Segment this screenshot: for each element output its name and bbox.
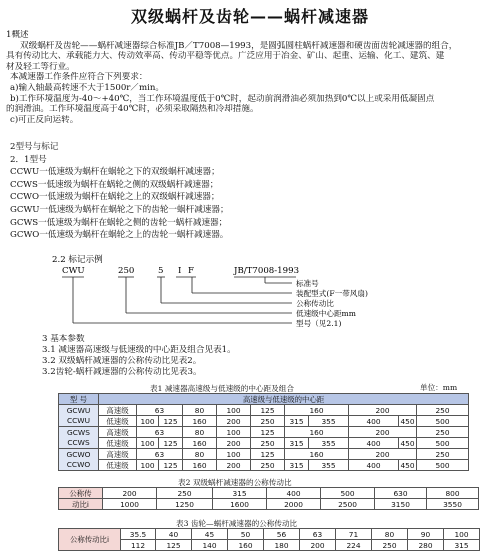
table1-cell: 80 <box>183 427 217 438</box>
table1-cell: 100 <box>217 405 251 416</box>
table1-cell: 200 <box>349 405 417 416</box>
table2-caption: 表2 双级蜗杆减速器的公称传动比 <box>178 478 292 487</box>
model-code: CCWS <box>67 437 90 447</box>
code-i: I <box>178 266 182 276</box>
table2-cell: 315 <box>213 488 267 499</box>
table1-cell: 400 <box>349 416 399 427</box>
table1-cell: 200 <box>349 449 417 460</box>
model-item: GCWO一低速级为蜗杆在蜗轮之上的齿轮一蜗杆减速器。 <box>10 230 229 241</box>
table3-cell: 250 <box>372 540 408 551</box>
document-title: 双级蜗杆及齿轮——蜗杆减速器 <box>130 7 369 26</box>
table1-cell: 200 <box>217 460 251 471</box>
table3-cell: 56 <box>264 529 300 540</box>
table1 <box>58 393 469 471</box>
table1-cell: 125 <box>159 416 183 427</box>
table2-cell: 500 <box>321 488 375 499</box>
overview-section <box>6 30 496 125</box>
table1-cell: 500 <box>417 438 469 449</box>
overview-line: 双级蜗杆及齿轮——蜗杆减速器综合标准JB／T7008—1993，是圆弧圆柱蜗杆减速器和硬齿面齿轮减速器的组合， <box>20 40 458 51</box>
model-section <box>6 141 496 242</box>
table1-cell: 250 <box>417 427 469 438</box>
table1-cell: 160 <box>285 405 349 416</box>
table2-cell: 3550 <box>427 499 479 510</box>
table3-cell: 50 <box>228 529 264 540</box>
conditions-intro: 本减速器工作条件应符合下列要求： <box>10 72 148 83</box>
model-subheading: 2．1型号 <box>10 154 47 165</box>
table3-cell: 40 <box>156 529 192 540</box>
table1-cell: 125 <box>251 427 285 438</box>
table1-cell: 450 <box>400 438 415 448</box>
table2-label: 公称传 <box>59 488 103 499</box>
table1-cell: 100 <box>217 427 251 438</box>
row-label-lo: 低速级 <box>99 460 137 471</box>
marking-heading: 2.2 标记示例 <box>52 255 103 265</box>
table3-cell: 90 <box>408 529 444 540</box>
table2-cell: 1250 <box>157 499 213 510</box>
table3-cell: 35.5 <box>121 529 156 540</box>
model-code: GCWU <box>66 405 91 415</box>
table1-cell: 160 <box>285 427 349 438</box>
table1-cell: 500 <box>417 416 469 427</box>
table1-cell: 160 <box>183 460 217 471</box>
table3-cell: 45 <box>192 529 228 540</box>
table2-cell: 630 <box>375 488 427 499</box>
table1-model-header: 型 号 <box>59 394 99 405</box>
marking-label: 型号（见2.1) <box>296 319 342 328</box>
model-code: GCWO <box>66 449 91 459</box>
table3-cell: 180 <box>264 540 300 551</box>
leader-lines <box>62 277 296 323</box>
condition-line: 的润滑油。工作环境温度高于40℃时，必须采取隔热和冷却措施。 <box>6 104 259 115</box>
table2-cell: 400 <box>267 488 321 499</box>
table3-cell: 80 <box>372 529 408 540</box>
row-label-lo: 低速级 <box>99 416 137 427</box>
model-item: CCWS一低速级为蜗杆在蜗轮之侧的双级蜗杆减速器； <box>10 179 219 190</box>
table1-cell: 160 <box>183 416 217 427</box>
params-line: 3.1 减速器高速级与低速级的中心距及组合见表1。 <box>42 345 236 355</box>
table2-cell: 2000 <box>267 499 321 510</box>
table1-cell: 200 <box>217 438 251 449</box>
row-label-hi: 高速级 <box>99 449 137 460</box>
model-item: GCWS一低速级为蜗杆在蜗轮之侧的齿轮一蜗杆减速器； <box>10 217 228 228</box>
table1-cell: 450 <box>400 460 415 470</box>
table1-cell: 315 <box>285 438 309 449</box>
table1-model-pair <box>59 449 99 471</box>
table1-cell: 63 <box>137 427 183 438</box>
table1-span-header: 高速级与低速级的中心距 <box>99 394 469 405</box>
table1-cell: 500 <box>417 460 469 471</box>
table2-cell: 3150 <box>375 499 427 510</box>
table1-cell: 315 <box>285 460 309 471</box>
table3-cell: 125 <box>156 540 192 551</box>
table1-model-pair <box>59 427 99 449</box>
table1-cell: 250 <box>251 438 285 449</box>
table3-cell: 200 <box>300 540 336 551</box>
table1-cell: 80 <box>183 449 217 460</box>
model-code: CCWU <box>66 415 91 425</box>
condition-line: a)输入轴最高转速不大于1500r／min。 <box>10 82 165 93</box>
table1-cell: 355 <box>309 438 349 449</box>
model-item: CCWU一低速级为蜗杆在蜗轮之下的双级蜗杆减速器； <box>10 167 220 178</box>
table2-cell: 250 <box>157 488 213 499</box>
params-heading: 3 基本参数 <box>42 334 85 344</box>
model-item: GCWU一低速级为蜗杆在蜗轮之下的齿轮一蜗杆减速器； <box>10 204 229 215</box>
table1-cell: 125 <box>159 460 183 471</box>
params-line: 3.2 双级蜗杆减速器的公称传动比见表2。 <box>42 356 202 366</box>
table3-cell: 63 <box>300 529 336 540</box>
table3-cell: 100 <box>444 529 480 540</box>
condition-line: c)可正反向运转。 <box>10 114 79 125</box>
table1-cell: 355 <box>309 460 349 471</box>
params-line: 3.2齿轮-蜗杆减速器的公称传动比见表3。 <box>42 367 202 377</box>
table1-caption: 表1 减速器高速级与低速级的中心距及组合 <box>150 384 294 393</box>
overview-line: 具有传动比大、承载能力大、传动效率高、传动平稳等优点。广泛应用于冶金、矿山、起重、运输、化工、建筑、建 <box>6 51 445 62</box>
table3-cell: 315 <box>444 540 480 551</box>
marking-label: 装配型式(F一带风扇) <box>296 289 368 298</box>
row-label-hi: 高速级 <box>99 405 137 416</box>
table1-cell: 100 <box>137 460 159 471</box>
table2-cell: 2500 <box>321 499 375 510</box>
table1-cell: 250 <box>251 460 285 471</box>
table1-cell: 100 <box>217 449 251 460</box>
condition-line: b)工作环境温度为-40～+40℃，当工作环境温度低于0℃时，起动前润滑油必须加热到0℃以上或采用低凝固点 <box>10 93 435 104</box>
model-item: CCWO一低速级为蜗杆在蜗轮之上的双级蜗杆减速器； <box>10 192 220 203</box>
table3-cell: 224 <box>336 540 372 551</box>
table1-cell: 315 <box>285 416 309 427</box>
table2 <box>58 487 479 510</box>
table2-cell: 200 <box>103 488 157 499</box>
table3-label: 公称传动比i <box>59 529 121 551</box>
table1-cell: 200 <box>349 427 417 438</box>
table3 <box>58 528 480 551</box>
model-code: GCWS <box>67 427 90 437</box>
code-center-distance: 250 <box>118 266 135 276</box>
table1-cell: 63 <box>137 405 183 416</box>
marking-label: 公称传动比 <box>296 299 334 308</box>
table3-cell: 280 <box>408 540 444 551</box>
row-label-hi: 高速级 <box>99 427 137 438</box>
table1-cell: 100 <box>137 416 159 427</box>
code-model: CWU <box>62 266 85 276</box>
table1-model-pair <box>59 405 99 427</box>
code-assembly: F <box>188 266 194 276</box>
table3-cell: 71 <box>336 529 372 540</box>
table1-cell: 160 <box>183 438 217 449</box>
code-ratio: 5 <box>158 266 164 276</box>
params-section <box>42 334 482 378</box>
table1-cell: 125 <box>251 449 285 460</box>
table1-cell: 200 <box>217 416 251 427</box>
table1-cell: 250 <box>417 405 469 416</box>
table1-cell: 355 <box>309 416 349 427</box>
table1-cell: 160 <box>285 449 349 460</box>
table1-cell: 400 <box>349 460 399 471</box>
table3-cell: 140 <box>192 540 228 551</box>
table1-cell: 125 <box>251 405 285 416</box>
table1-cell: 250 <box>417 449 469 460</box>
table2-cell: 800 <box>427 488 479 499</box>
overview-line: 材及轻工等行业。 <box>6 61 75 72</box>
table2-cell: 1000 <box>103 499 157 510</box>
table1-unit: 单位：mm <box>420 383 458 392</box>
table2-label: 动比i <box>59 499 103 510</box>
table1-cell: 80 <box>183 405 217 416</box>
model-code: CCWO <box>66 459 91 469</box>
overview-heading: 1概述 <box>6 30 29 40</box>
table3-cell: 112 <box>121 540 156 551</box>
table1-cell: 450 <box>400 416 415 426</box>
table1-cell: 250 <box>251 416 285 427</box>
code-standard: JB/T7008-1993 <box>234 266 300 276</box>
table2-cell: 1600 <box>213 499 267 510</box>
table1-cell: 63 <box>137 449 183 460</box>
marking-label: 标准号 <box>296 279 319 288</box>
table3-cell: 160 <box>228 540 264 551</box>
table1-cell: 125 <box>159 438 183 449</box>
table1-cell: 400 <box>349 438 399 449</box>
table1-cell: 100 <box>137 438 159 449</box>
row-label-lo: 低速级 <box>99 438 137 449</box>
marking-label: 低速级中心距mm <box>296 309 356 318</box>
table3-caption: 表3 齿轮—蜗杆减速器的公称传动比 <box>176 519 298 528</box>
model-heading: 2型号与标记 <box>10 142 59 152</box>
